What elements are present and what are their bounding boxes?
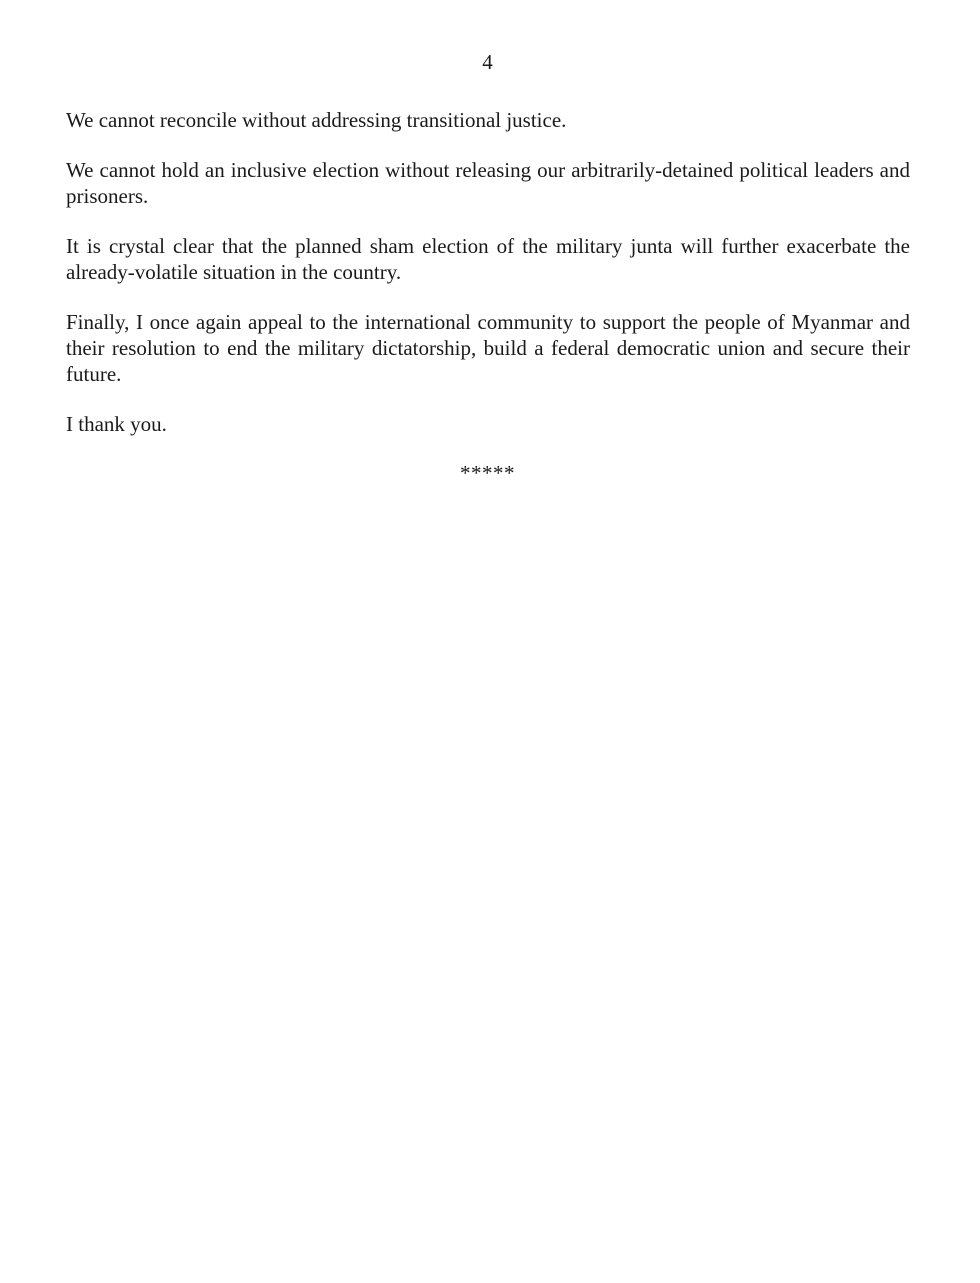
page-number: 4: [482, 50, 493, 74]
paragraph-sham-election: It is crystal clear that the planned sham election of the military junta will further exacerbate the already-volatile situation in the country.: [66, 234, 910, 284]
document-body: [66, 107, 910, 461]
paragraph-closing-thanks: I thank you.: [66, 412, 167, 436]
end-separator: *****: [460, 461, 515, 485]
paragraph-international-appeal: Finally, I once again appeal to the international community to support the people of Myanmar and their resolution to end the military dictatorship, build a federal democratic union and secure their future.: [66, 310, 910, 386]
paragraph-transitional-justice: We cannot reconcile without addressing transitional justice.: [66, 108, 567, 132]
paragraph-inclusive-election: We cannot hold an inclusive election without releasing our arbitrarily-detained political leaders and prisoners.: [66, 158, 910, 208]
